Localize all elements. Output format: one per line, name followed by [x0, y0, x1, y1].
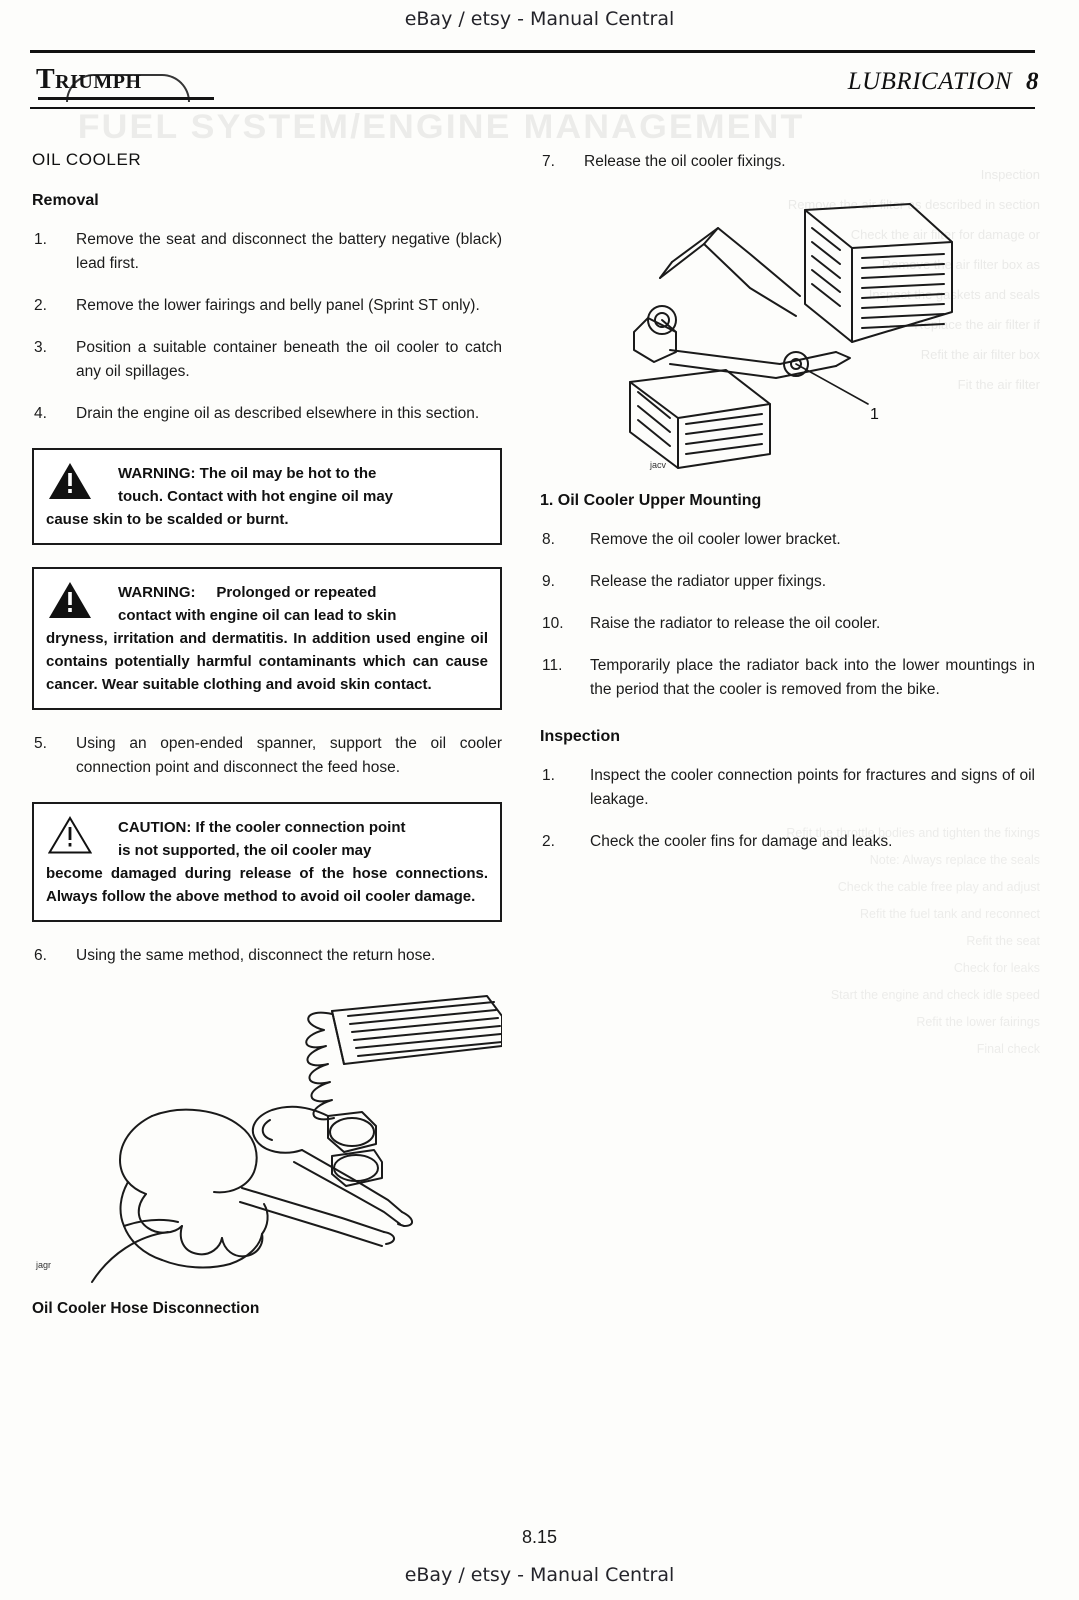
- triumph-logo: [36, 60, 226, 102]
- chapter-heading: [848, 68, 1039, 96]
- step-text: Inspect the cooler connection points for fractures and signs of oil leakage.: [590, 767, 1035, 808]
- hose-disconnection-illustration: [32, 986, 502, 1286]
- site-banner-top: eBay / etsy - Manual Central: [404, 8, 675, 30]
- caution-lead: If the cooler connection point: [195, 819, 406, 836]
- caution-label: CAUTION:: [118, 819, 192, 836]
- warning-label: WARNING:: [118, 584, 196, 601]
- step-number: 8.: [542, 531, 555, 548]
- list-item: [32, 944, 502, 968]
- step-number: 10.: [542, 615, 564, 632]
- step-text: Check the cooler fins for damage and leaks.: [590, 833, 893, 850]
- caution-box-connection-point: [32, 802, 502, 922]
- caution-line2: is not supported, the oil cooler may: [118, 842, 372, 859]
- warning-rest: cause skin to be scalded or burnt.: [46, 511, 289, 528]
- list-item: [540, 830, 1035, 854]
- warning-rest: dryness, irritation and dermatitis. In addition used engine oil contains potentially harmful contaminants which can cause cancer. Wear suitable clothing and avoid skin contact.: [46, 630, 488, 693]
- step-text: Drain the engine oil as described elsewhere in this section.: [76, 405, 480, 422]
- step-number: 2.: [34, 297, 47, 314]
- removal-steps-continued-5: [32, 732, 502, 780]
- warning-text: [46, 462, 488, 531]
- step-number: 2.: [542, 833, 555, 850]
- step-number: 5.: [34, 735, 47, 752]
- subsection-title-removal: Removal: [32, 192, 99, 209]
- removal-steps-list: [32, 228, 502, 426]
- chapter-title-text: LUBRICATION: [847, 68, 1012, 95]
- step-number: 1.: [34, 231, 47, 248]
- step-number: 6.: [34, 947, 47, 964]
- step-7-list: [540, 150, 1035, 174]
- caution-rest: become damaged during release of the hose connections. Always follow the above method to avoid oil cooler damage.: [46, 865, 488, 905]
- bleed-through-lines: Inspection Remove the air filter as described in section Check the air filter for damage or Remove the air filter box as Inspect the gaskets and seals Replace the air filter if Refit the air filter box Fit the air filter: [787, 167, 1040, 392]
- left-column: [32, 150, 502, 1318]
- caution-text: [46, 816, 488, 908]
- figure-oil-cooler-hose-disconnection: [32, 986, 502, 1286]
- logo-underline: [38, 97, 214, 100]
- warning-lead: The oil may be hot to the: [199, 465, 377, 482]
- inspection-steps-list: [540, 764, 1035, 854]
- bleed-through-column: Refit the throttle bodies and tighten the fixings Note: Always replace the seals Check the cable free play and adjust Refit the fuel tank and reconnect Refit the seat Check for leaks Start the engine and check idle speed Refit the lower fairings Final check: [786, 826, 1040, 1056]
- page-number: 8.15: [521, 1527, 558, 1547]
- right-column: [540, 150, 1035, 872]
- warning-triangle-icon: [48, 462, 92, 500]
- list-item: [540, 528, 1035, 552]
- step-text: Using an open-ended spanner, support the oil cooler connection point and disconnect the feed hose.: [76, 735, 502, 776]
- header-rule-top: [30, 50, 1035, 53]
- warning-line2: contact with engine oil can lead to skin: [118, 607, 397, 624]
- step-number: 4.: [34, 405, 47, 422]
- list-item: [32, 294, 502, 318]
- list-item: [540, 764, 1035, 812]
- figure-caption-hose-disconnection: Oil Cooler Hose Disconnection: [32, 1300, 260, 1317]
- step-text: Remove the seat and disconnect the battery negative (black) lead first.: [76, 231, 502, 272]
- warning-label: WARNING:: [118, 465, 196, 482]
- list-item: [540, 150, 1035, 174]
- site-banner-bottom: eBay / etsy - Manual Central: [404, 1564, 675, 1586]
- removal-steps-continued-6: [32, 944, 502, 968]
- chapter-number: 8: [1026, 68, 1039, 95]
- warning-box-hot-oil: [32, 448, 502, 545]
- subsection-title-inspection: Inspection: [540, 728, 621, 745]
- list-item: [32, 228, 502, 276]
- step-number: 1.: [542, 767, 555, 784]
- warning-box-prolonged-contact: [32, 567, 502, 710]
- warning-triangle-icon: [48, 581, 92, 619]
- brand-wordmark: Triumph: [36, 64, 142, 95]
- list-item: [32, 732, 502, 780]
- step-text: Temporarily place the radiator back into the lower mountings in the period that the cooler is removed from the bike.: [590, 657, 1035, 698]
- step-text: Remove the lower fairings and belly panel (Sprint ST only).: [76, 297, 480, 314]
- list-item: [32, 336, 502, 384]
- header-rule-bottom: [30, 107, 1035, 109]
- step-text: Using the same method, disconnect the return hose.: [76, 947, 436, 964]
- step-number: 3.: [34, 339, 47, 356]
- step-number: 7.: [542, 153, 555, 170]
- list-item: [540, 612, 1035, 636]
- step-text: Release the oil cooler fixings.: [584, 153, 786, 170]
- warning-text: [46, 581, 488, 696]
- caution-triangle-icon: [48, 816, 92, 854]
- figure-callout-1: 1: [870, 406, 879, 423]
- figure-code: jacv: [650, 460, 667, 470]
- list-item: [540, 570, 1035, 594]
- step-number: 9.: [542, 573, 555, 590]
- figure-code: jagr: [36, 1260, 52, 1270]
- warning-line2: touch. Contact with hot engine oil may: [118, 488, 394, 505]
- list-item: [32, 402, 502, 426]
- step-text: Release the radiator upper fixings.: [590, 573, 827, 590]
- list-item: [540, 654, 1035, 702]
- step-number: 11.: [542, 657, 563, 674]
- step-text: Remove the oil cooler lower bracket.: [590, 531, 841, 548]
- step-text: Position a suitable container beneath the oil cooler to catch any oil spillages.: [76, 339, 502, 380]
- upper-mounting-illustration: [600, 192, 1000, 482]
- warning-lead: Prolonged or repeated: [216, 584, 377, 601]
- step-text: Raise the radiator to release the oil cooler.: [590, 615, 881, 632]
- bleed-through-title: FUEL SYSTEM/ENGINE MANAGEMENT: [77, 108, 805, 146]
- section-title-oil-cooler: OIL COOLER: [32, 150, 142, 169]
- figure-oil-cooler-upper-mounting: [540, 192, 1035, 492]
- removal-steps-8-11: [540, 528, 1035, 702]
- figure-caption-upper-mounting: 1. Oil Cooler Upper Mounting: [540, 492, 762, 509]
